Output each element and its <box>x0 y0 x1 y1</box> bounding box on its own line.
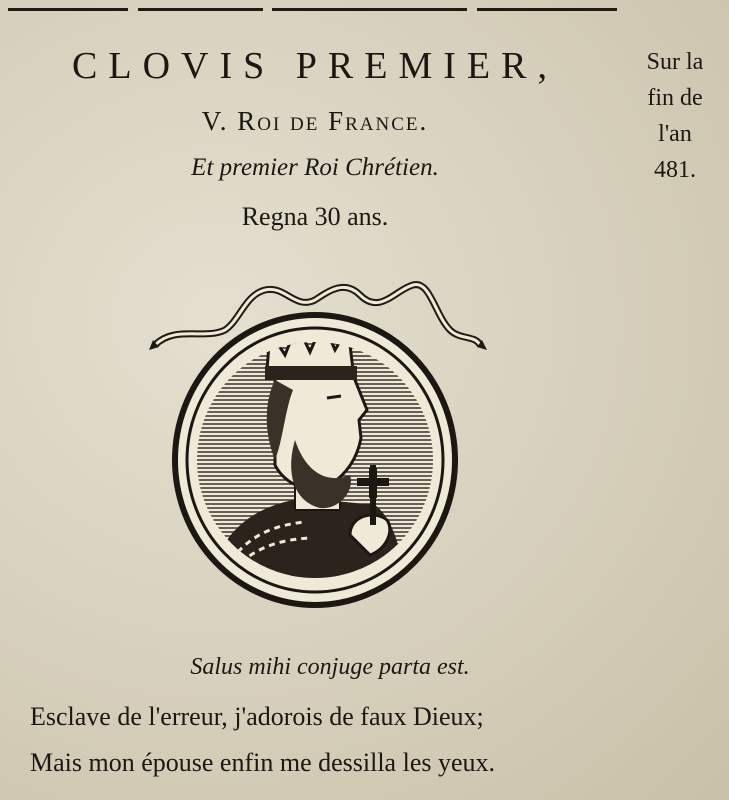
verse-line: Mais mon épouse enfin me dessilla les yeux. <box>30 748 496 777</box>
verse-line: Esclave de l'erreur, j'adorois de faux Dieux; <box>30 702 484 731</box>
top-rule <box>8 8 128 11</box>
margin-note-line: fin de <box>647 85 703 111</box>
top-rule <box>272 8 467 11</box>
latin-motto: Salus mihi conjuge parta est. <box>190 654 470 680</box>
margin-note-line: 481. <box>654 157 696 183</box>
margin-note-line: Sur la <box>646 49 704 75</box>
crowned-king-medallion-icon <box>145 270 490 620</box>
page-title: CLOVIS PREMIER, <box>72 45 558 87</box>
reign-length: Regna 30 ans. <box>241 202 389 231</box>
margin-note <box>630 44 720 188</box>
page-subtitle: V. Roi de France. <box>201 106 429 136</box>
top-rule <box>477 8 617 11</box>
top-rule <box>138 8 263 11</box>
margin-note-line: l'an <box>658 121 692 147</box>
page-subtitle-italic: Et premier Roi Chrétien. <box>191 154 439 181</box>
